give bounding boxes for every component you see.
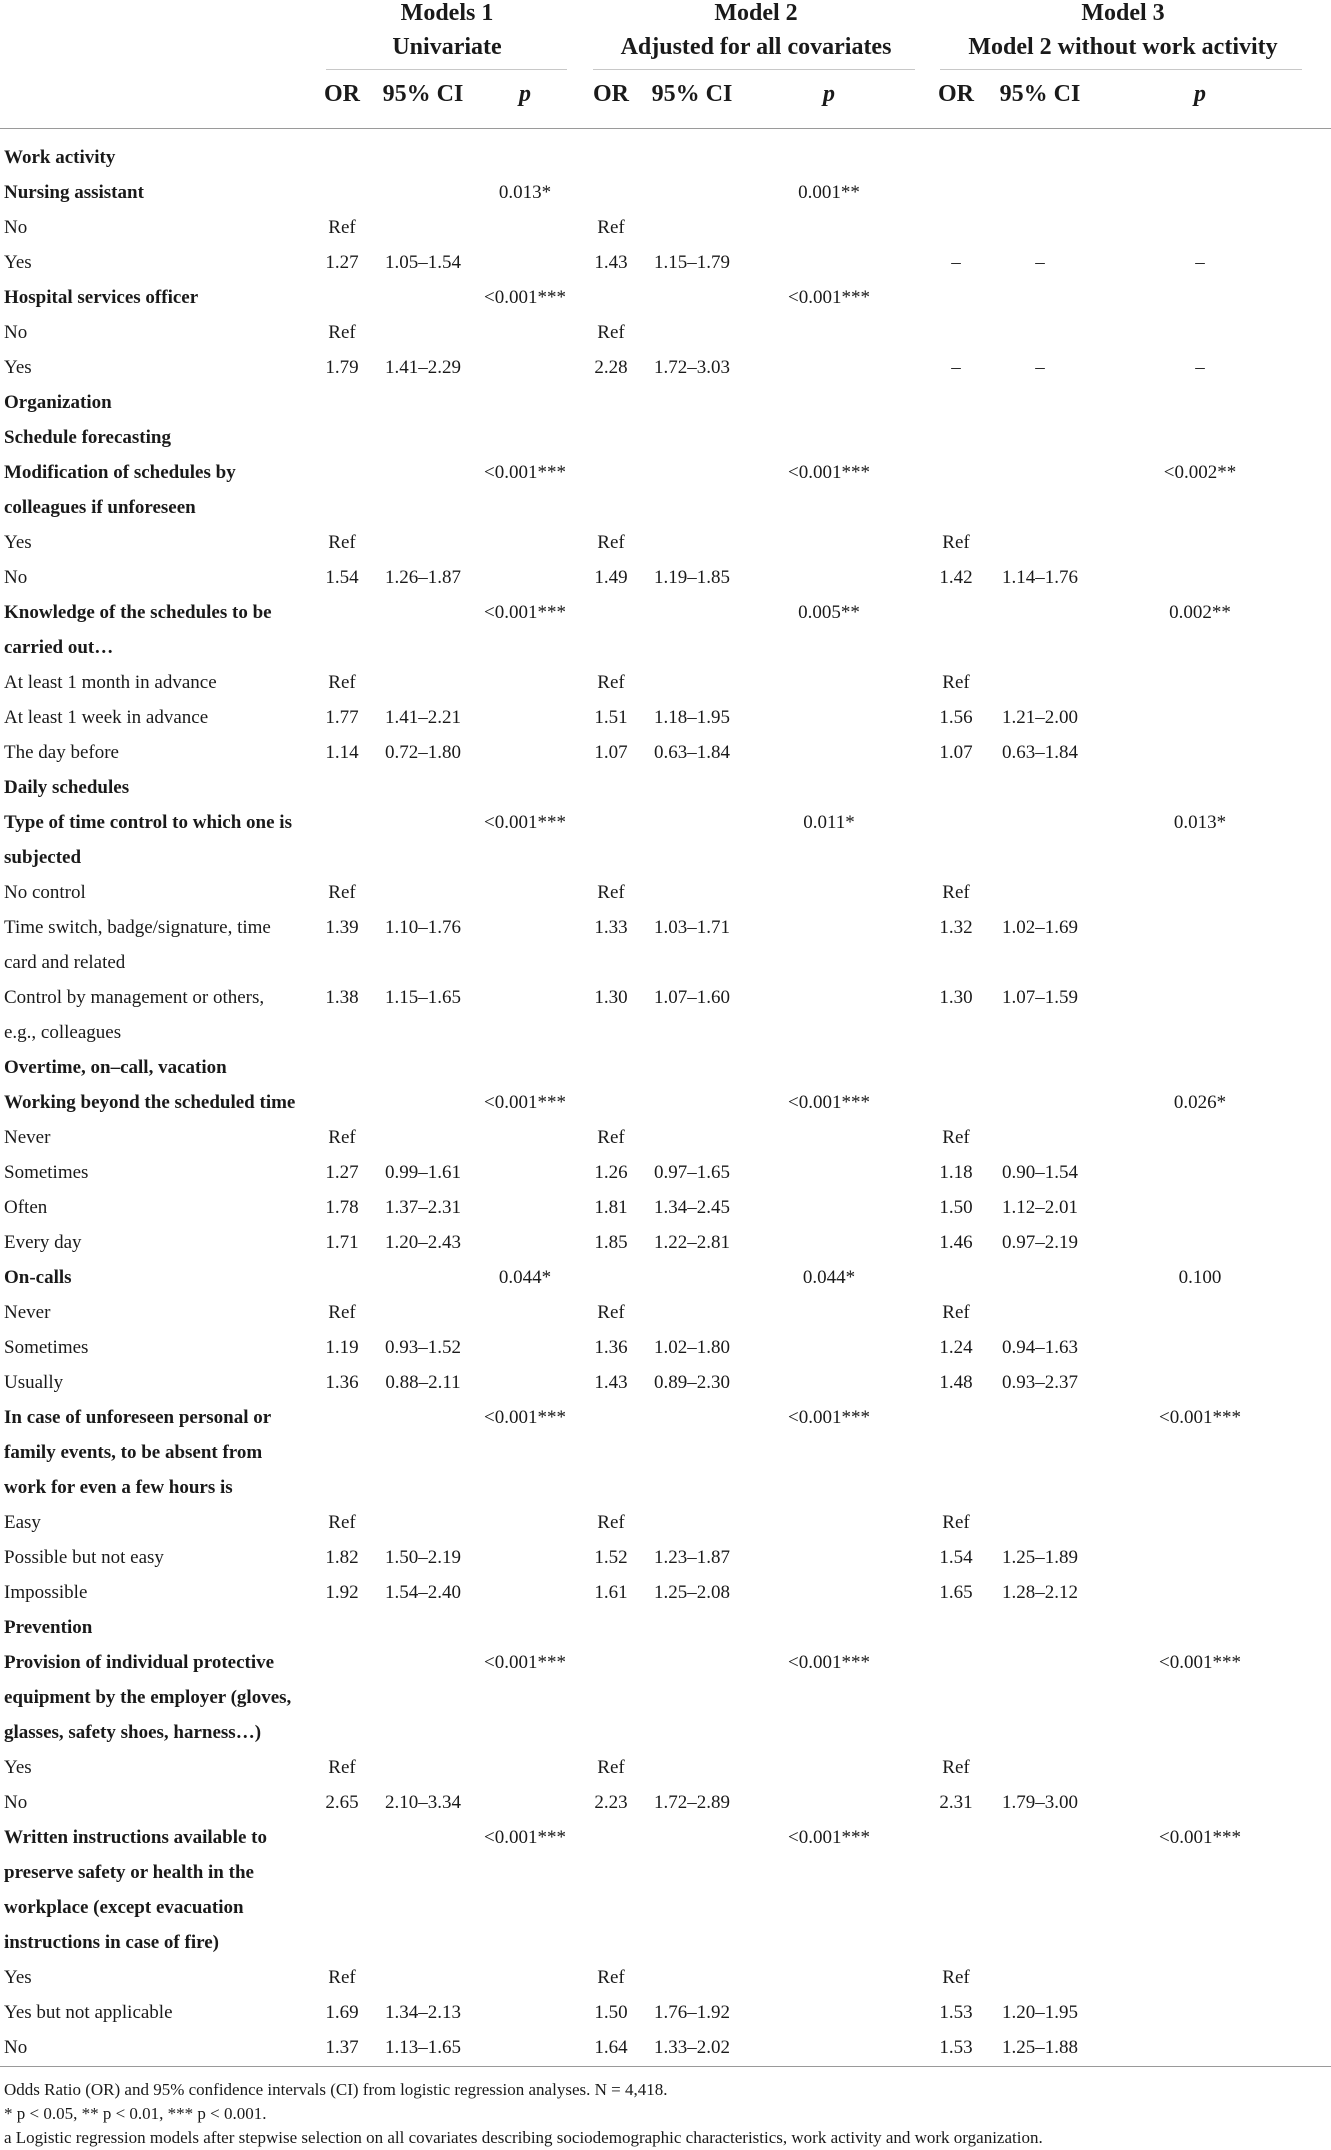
cell-or2: 1.30 — [594, 987, 628, 1008]
cell-ci2: 1.34–2.45 — [654, 1197, 730, 1218]
cell-ci1: 1.41–2.21 — [385, 707, 461, 728]
header-bottom-rule — [0, 128, 1331, 129]
cell-p1: <0.001*** — [484, 812, 566, 833]
cell-ci2: 1.25–2.08 — [654, 1582, 730, 1603]
cell-ci2: 0.97–1.65 — [654, 1162, 730, 1183]
cell-or1: 1.27 — [325, 252, 359, 273]
row-label: equipment by the employer (gloves, — [4, 1687, 292, 1708]
row-label: e.g., colleagues — [4, 1022, 122, 1043]
cell-or1: Ref — [328, 1967, 356, 1988]
row-label: glasses, safety shoes, harness…) — [4, 1722, 262, 1743]
row-label: Yes — [4, 252, 32, 273]
cell-p2: <0.001*** — [788, 1092, 870, 1113]
group-underline-1 — [326, 69, 567, 70]
group-title-2: Model 2 — [714, 0, 798, 26]
row-label: On-calls — [4, 1267, 72, 1288]
cell-ci2: 1.76–1.92 — [654, 2002, 730, 2023]
row-label: instructions in case of fire) — [4, 1932, 219, 1953]
cell-p2: <0.001*** — [788, 1407, 870, 1428]
row-label: At least 1 week in advance — [4, 707, 209, 728]
cell-or1: 1.19 — [325, 1337, 359, 1358]
group-subtitle-3: Model 2 without work activity — [968, 34, 1278, 60]
cell-or3: Ref — [942, 1127, 970, 1148]
footnote-2: * p < 0.05, ** p < 0.01, *** p < 0.001. — [4, 2104, 267, 2123]
row-label: Overtime, on–call, vacation — [4, 1057, 227, 1078]
group-title-1: Models 1 — [400, 0, 494, 26]
cell-ci1: 1.20–2.43 — [385, 1232, 461, 1253]
cell-or1: Ref — [328, 672, 356, 693]
cell-p1: <0.001*** — [484, 462, 566, 483]
cell-or3: 1.50 — [939, 1197, 973, 1218]
row-label: Type of time control to which one is — [4, 812, 292, 833]
row-label: Hospital services officer — [4, 287, 199, 308]
cell-or1: 1.77 — [325, 707, 359, 728]
cell-or3: Ref — [942, 882, 970, 903]
cell-p1: <0.001*** — [484, 287, 566, 308]
row-label: In case of unforeseen personal or — [4, 1407, 272, 1428]
cell-or3: 1.53 — [939, 2037, 973, 2058]
row-label: At least 1 month in advance — [4, 672, 217, 693]
cell-ci2: 1.19–1.85 — [654, 567, 730, 588]
cell-ci3: 1.14–1.76 — [1002, 567, 1078, 588]
row-label: Usually — [4, 1372, 64, 1393]
cell-or2: 1.43 — [594, 252, 628, 273]
cell-p2: 0.044* — [802, 1267, 856, 1288]
cell-p1: <0.001*** — [484, 1092, 566, 1113]
cell-or2: Ref — [597, 1967, 625, 1988]
cell-or3: 1.56 — [939, 707, 973, 728]
cell-or3: 1.48 — [939, 1372, 973, 1393]
row-label: Yes — [4, 532, 32, 553]
cell-ci3: – — [1035, 252, 1045, 273]
cell-ci1: 1.15–1.65 — [385, 987, 461, 1008]
cell-ci2: 1.02–1.80 — [654, 1337, 730, 1358]
cell-or1: Ref — [328, 217, 356, 238]
row-label: No — [4, 2037, 28, 2058]
row-label: No control — [4, 882, 86, 903]
row-label: No — [4, 322, 28, 343]
cell-or2: 1.52 — [594, 1547, 628, 1568]
cell-or1: 1.92 — [325, 1582, 359, 1603]
column-header-or3: OR — [938, 81, 974, 107]
cell-p3: <0.001*** — [1159, 1652, 1241, 1673]
cell-or1: Ref — [328, 1127, 356, 1148]
cell-p1: <0.001*** — [484, 602, 566, 623]
cell-p3: <0.001*** — [1159, 1407, 1241, 1428]
cell-p2: 0.011* — [803, 812, 855, 833]
row-label: Easy — [4, 1512, 41, 1533]
cell-p1: 0.044* — [498, 1267, 552, 1288]
cell-or2: Ref — [597, 1512, 625, 1533]
row-label: Yes — [4, 1967, 32, 1988]
group-underline-3 — [940, 69, 1302, 70]
cell-ci1: 0.93–1.52 — [385, 1337, 461, 1358]
cell-ci2: 1.23–1.87 — [654, 1547, 730, 1568]
cell-p2: <0.001*** — [788, 1827, 870, 1848]
row-label: Schedule forecasting — [4, 427, 171, 448]
cell-ci3: 1.79–3.00 — [1002, 1792, 1078, 1813]
cell-ci3: 1.25–1.89 — [1002, 1547, 1078, 1568]
cell-ci3: 1.25–1.88 — [1002, 2037, 1078, 2058]
row-label: Yes but not applicable — [4, 2002, 173, 2023]
cell-or2: Ref — [597, 672, 625, 693]
cell-p3: – — [1195, 357, 1205, 378]
cell-ci3: 0.90–1.54 — [1002, 1162, 1078, 1183]
footnote-1: Odds Ratio (OR) and 95% confidence intervals (CI) from logistic regression analyses. N = 4,418. — [4, 2080, 668, 2099]
cell-or1: 1.27 — [325, 1162, 359, 1183]
cell-p2: <0.001*** — [788, 462, 870, 483]
cell-ci3: 1.20–1.95 — [1002, 2002, 1078, 2023]
cell-or1: 1.71 — [325, 1232, 359, 1253]
cell-ci2: 0.89–2.30 — [654, 1372, 730, 1393]
cell-ci2: 1.72–2.89 — [654, 1792, 730, 1813]
cell-or3: 1.42 — [939, 567, 973, 588]
row-label: Work activity — [4, 147, 116, 168]
cell-or1: Ref — [328, 322, 356, 343]
cell-or2: Ref — [597, 1127, 625, 1148]
cell-ci2: 1.03–1.71 — [654, 917, 730, 938]
cell-or2: 1.50 — [594, 2002, 628, 2023]
group-subtitle-1: Univariate — [392, 34, 502, 60]
cell-ci1: 1.10–1.76 — [385, 917, 461, 938]
cell-or3: 1.54 — [939, 1547, 973, 1568]
cell-or1: 1.14 — [325, 742, 359, 763]
row-label: preserve safety or health in the — [4, 1862, 254, 1883]
cell-ci3: 0.94–1.63 — [1002, 1337, 1078, 1358]
cell-or3: Ref — [942, 672, 970, 693]
cell-p3: 0.026* — [1173, 1092, 1227, 1113]
row-label: Every day — [4, 1232, 82, 1253]
row-label: Knowledge of the schedules to be — [4, 602, 272, 623]
row-label: Sometimes — [4, 1162, 89, 1183]
cell-or1: 1.79 — [325, 357, 359, 378]
cell-p1: 0.013* — [498, 182, 552, 203]
cell-ci1: 0.99–1.61 — [385, 1162, 461, 1183]
cell-or1: Ref — [328, 1302, 356, 1323]
row-label: Provision of individual protective — [4, 1652, 275, 1673]
cell-or2: 1.07 — [594, 742, 628, 763]
row-label: Modification of schedules by — [4, 462, 236, 483]
row-label: colleagues if unforeseen — [4, 497, 196, 518]
cell-or3: Ref — [942, 1302, 970, 1323]
row-label: Daily schedules — [4, 777, 130, 798]
cell-ci3: 1.21–2.00 — [1002, 707, 1078, 728]
cell-or2: Ref — [597, 1757, 625, 1778]
cell-or2: Ref — [597, 217, 625, 238]
cell-ci1: 1.50–2.19 — [385, 1547, 461, 1568]
column-header-ci1: 95% CI — [382, 81, 464, 107]
cell-or2: Ref — [597, 322, 625, 343]
cell-or2: 1.51 — [594, 707, 628, 728]
cell-ci1: 1.41–2.29 — [385, 357, 461, 378]
cell-or3: 1.30 — [939, 987, 973, 1008]
table-bottom-rule — [0, 2066, 1331, 2067]
row-label: Working beyond the scheduled time — [4, 1092, 296, 1113]
row-label: family events, to be absent from — [4, 1442, 263, 1463]
row-label: No — [4, 217, 28, 238]
cell-ci2: 1.15–1.79 — [654, 252, 730, 273]
cell-ci3: – — [1035, 357, 1045, 378]
cell-ci3: 0.97–2.19 — [1002, 1232, 1078, 1253]
cell-ci2: 1.07–1.60 — [654, 987, 730, 1008]
cell-or2: 1.49 — [594, 567, 628, 588]
cell-or1: 1.38 — [325, 987, 359, 1008]
row-label: Time switch, badge/signature, time — [4, 917, 271, 938]
cell-or3: 1.65 — [939, 1582, 973, 1603]
cell-p2: <0.001*** — [788, 287, 870, 308]
cell-ci2: 1.72–3.03 — [654, 357, 730, 378]
cell-ci2: 0.63–1.84 — [654, 742, 730, 763]
column-header-p3: p — [1194, 81, 1206, 107]
row-label: card and related — [4, 952, 126, 973]
cell-or1: 1.69 — [325, 2002, 359, 2023]
cell-or3: 1.24 — [939, 1337, 973, 1358]
cell-ci1: 1.13–1.65 — [385, 2037, 461, 2058]
cell-ci1: 0.88–2.11 — [385, 1372, 461, 1393]
cell-p3: 0.002** — [1169, 602, 1231, 623]
row-label: Sometimes — [4, 1337, 89, 1358]
cell-or2: 1.85 — [594, 1232, 628, 1253]
row-label: Impossible — [4, 1582, 88, 1603]
column-header-p1: p — [519, 81, 531, 107]
cell-p3: <0.001*** — [1159, 1827, 1241, 1848]
row-label: subjected — [4, 847, 82, 868]
cell-or2: Ref — [597, 1302, 625, 1323]
cell-or2: 1.64 — [594, 2037, 628, 2058]
cell-p1: <0.001*** — [484, 1407, 566, 1428]
cell-p3: 0.100 — [1178, 1267, 1222, 1288]
row-label: Organization — [4, 392, 112, 413]
cell-or3: Ref — [942, 532, 970, 553]
cell-p3: <0.002** — [1163, 462, 1237, 483]
cell-ci3: 1.02–1.69 — [1002, 917, 1078, 938]
row-label: Prevention — [4, 1617, 93, 1638]
cell-or3: 1.32 — [939, 917, 973, 938]
cell-or3: 1.53 — [939, 2002, 973, 2023]
cell-or2: 1.43 — [594, 1372, 628, 1393]
cell-ci2: 1.33–2.02 — [654, 2037, 730, 2058]
cell-or1: 1.82 — [325, 1547, 359, 1568]
cell-ci1: 1.54–2.40 — [385, 1582, 461, 1603]
cell-or1: Ref — [328, 532, 356, 553]
cell-p1: <0.001*** — [484, 1652, 566, 1673]
row-label: Possible but not easy — [4, 1547, 164, 1568]
cell-ci1: 0.72–1.80 — [385, 742, 461, 763]
cell-p2: 0.001** — [798, 182, 860, 203]
row-label: Often — [4, 1197, 48, 1218]
cell-or3: Ref — [942, 1967, 970, 1988]
cell-or3: Ref — [942, 1512, 970, 1533]
cell-p2: <0.001*** — [788, 1652, 870, 1673]
cell-or2: 1.81 — [594, 1197, 628, 1218]
row-label: carried out… — [4, 637, 114, 658]
cell-ci2: 1.22–2.81 — [654, 1232, 730, 1253]
cell-or1: 1.54 — [325, 567, 359, 588]
row-label: workplace (except evacuation — [4, 1897, 244, 1918]
row-label: Yes — [4, 357, 32, 378]
row-label: Nursing assistant — [4, 182, 144, 203]
cell-ci1: 1.37–2.31 — [385, 1197, 461, 1218]
cell-or2: 1.36 — [594, 1337, 628, 1358]
cell-or3: – — [951, 357, 961, 378]
row-label: The day before — [4, 742, 119, 763]
row-label: Yes — [4, 1757, 32, 1778]
cell-p1: <0.001*** — [484, 1827, 566, 1848]
cell-or2: 1.33 — [594, 917, 628, 938]
cell-ci1: 2.10–3.34 — [385, 1792, 461, 1813]
cell-or2: 2.23 — [594, 1792, 628, 1813]
cell-or3: 1.07 — [939, 742, 973, 763]
cell-ci1: 1.34–2.13 — [385, 2002, 461, 2023]
group-subtitle-2: Adjusted for all covariates — [620, 34, 892, 60]
cell-or2: Ref — [597, 882, 625, 903]
cell-or1: 2.65 — [325, 1792, 359, 1813]
cell-or1: 1.37 — [325, 2037, 359, 2058]
cell-ci3: 1.07–1.59 — [1002, 987, 1078, 1008]
cell-ci3: 1.12–2.01 — [1002, 1197, 1078, 1218]
cell-or3: 1.46 — [939, 1232, 973, 1253]
cell-or2: 2.28 — [594, 357, 628, 378]
cell-or1: Ref — [328, 882, 356, 903]
row-label: No — [4, 567, 28, 588]
cell-or3: 2.31 — [939, 1792, 973, 1813]
footnote-3: a Logistic regression models after stepwise selection on all covariates describing sociodemographic characteristics, work activity and work organization. — [4, 2128, 1043, 2147]
column-header-ci2: 95% CI — [651, 81, 733, 107]
cell-or1: Ref — [328, 1757, 356, 1778]
cell-p3: – — [1195, 252, 1205, 273]
cell-or2: Ref — [597, 532, 625, 553]
row-label: Never — [4, 1127, 51, 1148]
column-header-or2: OR — [593, 81, 629, 107]
cell-or1: Ref — [328, 1512, 356, 1533]
cell-p3: 0.013* — [1173, 812, 1227, 833]
cell-or1: 1.36 — [325, 1372, 359, 1393]
row-label: Written instructions available to — [4, 1827, 268, 1848]
row-label: work for even a few hours is — [4, 1477, 233, 1498]
cell-ci3: 1.28–2.12 — [1002, 1582, 1078, 1603]
cell-or2: 1.61 — [594, 1582, 628, 1603]
row-label: Never — [4, 1302, 51, 1323]
row-label: Control by management or others, — [4, 987, 265, 1008]
cell-or3: Ref — [942, 1757, 970, 1778]
cell-or1: 1.39 — [325, 917, 359, 938]
column-header-or1: OR — [324, 81, 360, 107]
column-header-ci3: 95% CI — [999, 81, 1081, 107]
cell-ci1: 1.26–1.87 — [385, 567, 461, 588]
cell-ci1: 1.05–1.54 — [385, 252, 461, 273]
cell-ci3: 0.63–1.84 — [1002, 742, 1078, 763]
cell-ci2: 1.18–1.95 — [654, 707, 730, 728]
cell-p2: 0.005** — [798, 602, 860, 623]
group-title-3: Model 3 — [1081, 0, 1165, 26]
column-header-p2: p — [823, 81, 835, 107]
row-label: No — [4, 1792, 28, 1813]
cell-ci3: 0.93–2.37 — [1002, 1372, 1078, 1393]
cell-or2: 1.26 — [594, 1162, 628, 1183]
cell-or3: – — [951, 252, 961, 273]
group-underline-2 — [593, 69, 915, 70]
cell-or3: 1.18 — [939, 1162, 973, 1183]
cell-or1: 1.78 — [325, 1197, 359, 1218]
